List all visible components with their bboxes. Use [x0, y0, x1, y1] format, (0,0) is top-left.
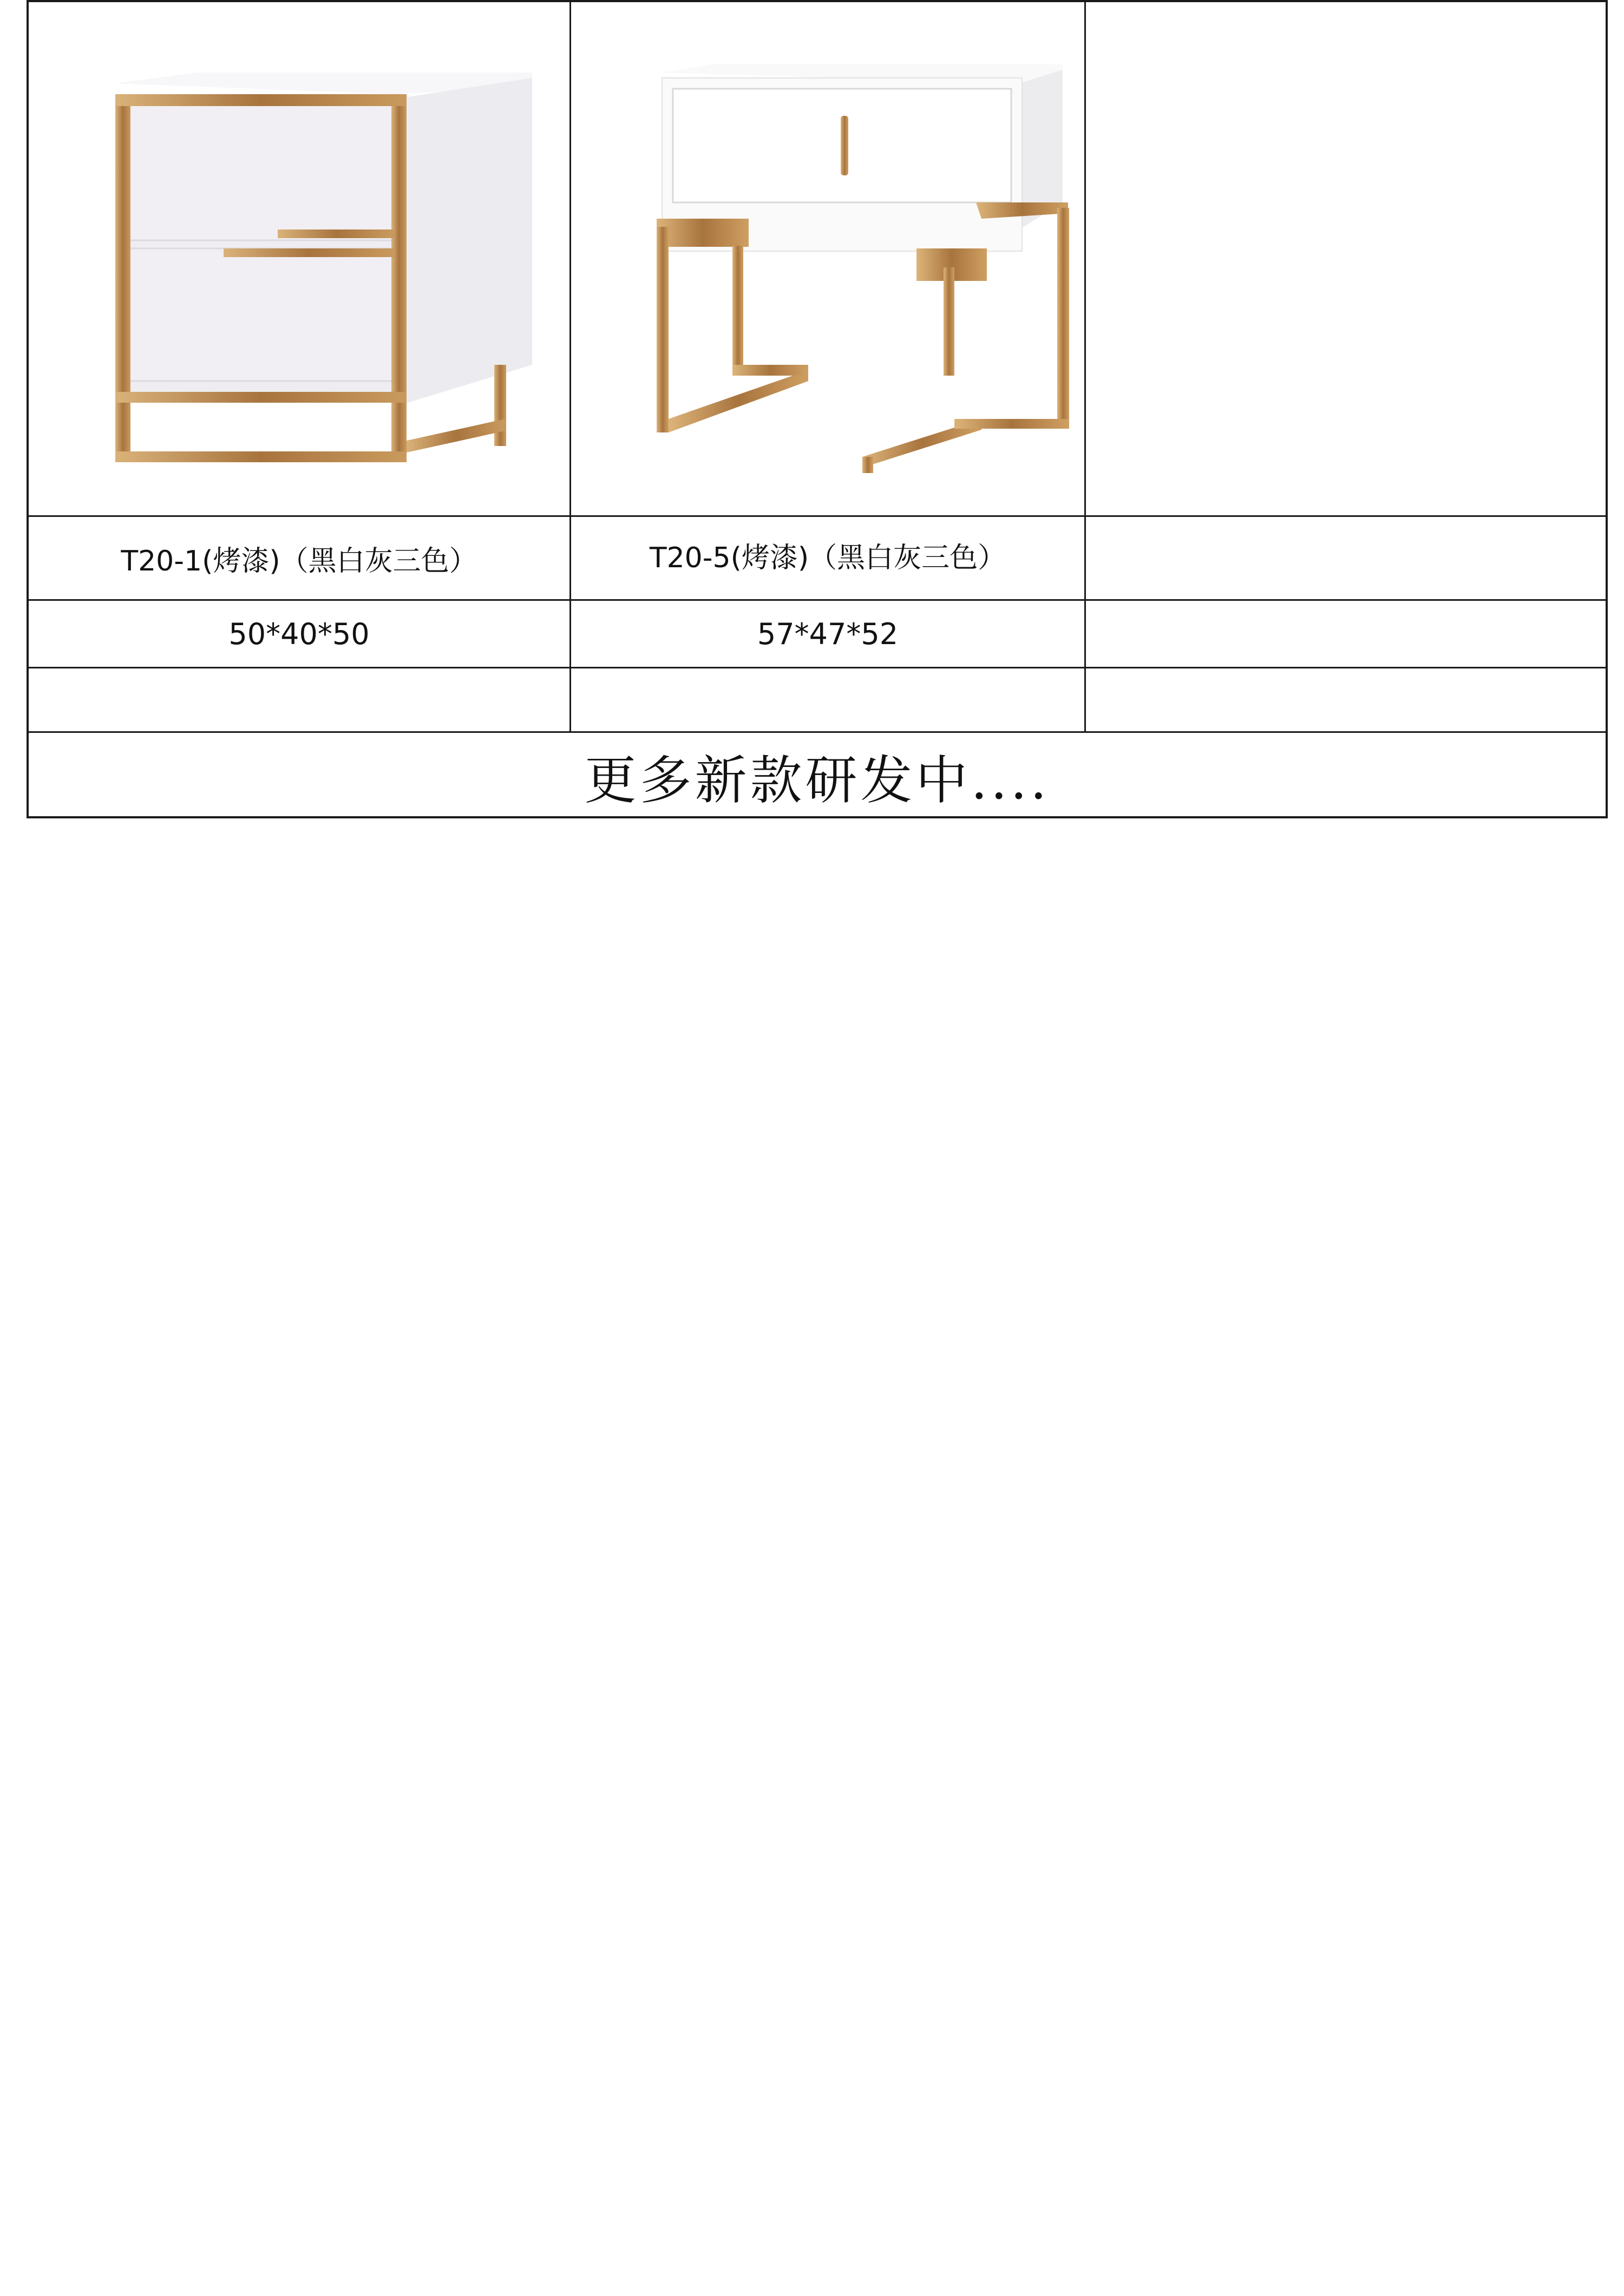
- product-size-cell: [1086, 601, 1606, 667]
- row-divider: [29, 667, 1606, 668]
- product-size-cell: 57*47*52: [757, 616, 899, 651]
- product-name-cell: [1086, 517, 1606, 599]
- product-image-t20-5: [603, 40, 1079, 484]
- product-name-cell: T20-1(烤漆)（黑白灰三色）: [121, 545, 477, 578]
- footer-note: 更多新款研发中....: [584, 750, 1050, 811]
- product-catalog-table: [27, 0, 1608, 818]
- product-name-cell: T20-5(烤漆)（黑白灰三色）: [649, 541, 1006, 574]
- product-size-cell: 50*40*50: [228, 616, 370, 651]
- product-image-t20-1: [61, 35, 538, 484]
- row-divider: [29, 731, 1606, 733]
